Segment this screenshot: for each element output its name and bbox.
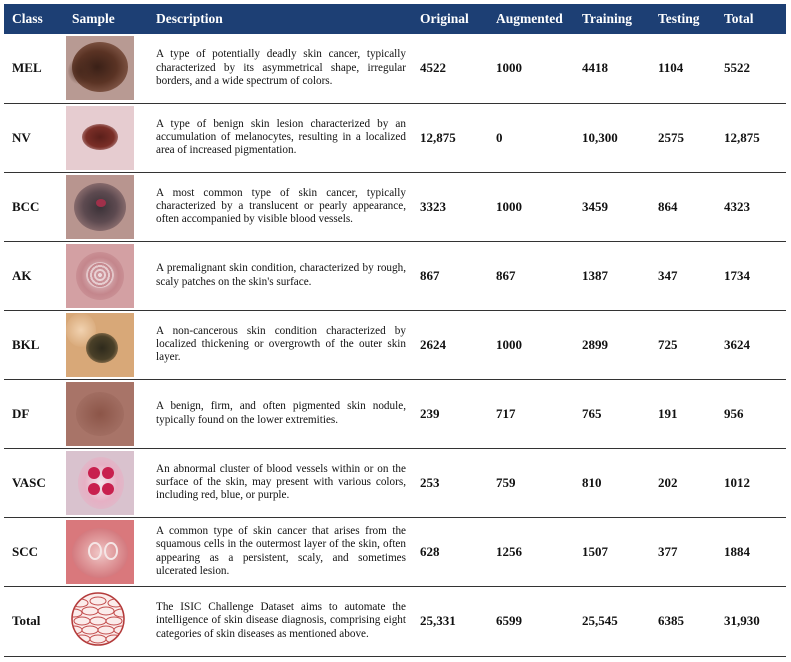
description-cell: A type of benign skin lesion characterized by an accumulation of melanocytes, resulting in a localized area of increased pigmentation. — [156, 117, 406, 157]
total-cell: 1734 — [724, 267, 750, 283]
sample-cell — [64, 517, 148, 586]
ak-sample-image — [66, 244, 134, 308]
testing-cell: 2575 — [658, 129, 684, 145]
mel-sample-image — [66, 36, 134, 100]
dataset-table — [4, 4, 786, 657]
class-cell: VASC — [12, 474, 46, 490]
description-cell: A most common type of skin cancer, typically characterized by a translucent or pearly appearance, often accompanied by visible blood vessels. — [156, 186, 406, 226]
total-cell: 1884 — [724, 543, 750, 559]
augmented-cell: 1256 — [496, 543, 522, 559]
table-row — [4, 379, 786, 448]
testing-cell: 377 — [658, 543, 678, 559]
description-cell: A type of potentially deadly skin cancer, typically characterized by its asymmetrical shape, irregular borders, and a wide spectrum of colors. — [156, 48, 406, 87]
header-testing: Testing — [658, 11, 700, 26]
original-cell: 628 — [420, 543, 440, 559]
original-cell: 867 — [420, 267, 440, 283]
header-description: Description — [156, 11, 223, 26]
df-sample-image — [66, 382, 134, 446]
class-cell: BCC — [12, 198, 40, 214]
class-cell: MEL — [12, 60, 42, 76]
description-cell: An abnormal cluster of blood vessels within or on the surface of the skin, may present with various colors, including red, blue, or purple. — [156, 462, 406, 502]
class-cell: SCC — [12, 543, 39, 559]
training-cell: 765 — [582, 405, 602, 421]
augmented-cell: 1000 — [496, 60, 522, 76]
training-cell: 10,300 — [582, 129, 618, 145]
original-cell: 239 — [420, 405, 440, 421]
total-cell: 12,875 — [724, 129, 760, 145]
original-cell: 2624 — [420, 336, 446, 352]
augmented-cell: 759 — [496, 474, 516, 490]
original-cell: 4522 — [420, 60, 446, 76]
sample-cell — [64, 310, 148, 379]
class-cell: NV — [12, 129, 31, 145]
class-cell: Total — [12, 613, 41, 628]
augmented-cell: 867 — [496, 267, 516, 283]
testing-cell: 1104 — [658, 60, 684, 76]
class-cell: DF — [12, 405, 30, 421]
training-cell: 3459 — [582, 198, 608, 214]
sample-cell — [64, 379, 148, 448]
sample-cell — [64, 34, 148, 103]
augmented-cell: 717 — [496, 405, 516, 421]
testing-cell: 202 — [658, 474, 678, 490]
header-training: Training — [582, 11, 633, 26]
augmented-cell: 0 — [496, 129, 503, 145]
header-augmented: Augmented — [496, 11, 563, 26]
table-row — [4, 172, 786, 241]
table-row — [4, 103, 786, 172]
total-cell: 1012 — [724, 474, 750, 490]
class-cell: BKL — [12, 336, 40, 352]
original-cell: 253 — [420, 474, 440, 490]
sample-cell — [64, 103, 148, 172]
description-cell: A premalignant skin condition, characterized by rough, scaly patches on the skin's surface. — [156, 262, 406, 288]
testing-cell: 725 — [658, 336, 678, 352]
augmented-cell: 1000 — [496, 198, 522, 214]
original-cell: 3323 — [420, 198, 446, 214]
original-cell: 12,875 — [420, 129, 456, 145]
sample-cell — [64, 448, 148, 517]
scc-sample-image — [66, 520, 134, 584]
total-cell: 5522 — [724, 60, 750, 76]
dataset-cells-icon — [64, 587, 132, 651]
total-cell: 4323 — [724, 198, 750, 214]
testing-cell: 6385 — [658, 613, 684, 628]
table-row — [4, 241, 786, 310]
total-row — [4, 586, 786, 656]
bkl-sample-image — [66, 313, 134, 377]
bcc-sample-image — [66, 175, 134, 239]
header-class: Class — [12, 11, 43, 26]
testing-cell: 191 — [658, 405, 678, 421]
total-cell: 3624 — [724, 336, 750, 352]
table-row — [4, 517, 786, 586]
sample-cell — [64, 586, 148, 656]
total-cell: 956 — [724, 405, 744, 421]
original-cell: 25,331 — [420, 613, 456, 628]
training-cell: 810 — [582, 474, 602, 490]
table-row — [4, 448, 786, 517]
total-cell: 31,930 — [724, 613, 760, 628]
header-original: Original — [420, 11, 469, 26]
training-cell: 1507 — [582, 543, 608, 559]
training-cell: 1387 — [582, 267, 608, 283]
augmented-cell: 1000 — [496, 336, 522, 352]
testing-cell: 347 — [658, 267, 678, 283]
header-total: Total — [724, 11, 754, 26]
sample-cell — [64, 172, 148, 241]
description-cell: A common type of skin cancer that arises from the squamous cells in the outermost layer of the skin, often appearing as a persistent, scaly, and sometimes ulcerated lesion. — [156, 525, 406, 577]
header-sample: Sample — [72, 11, 115, 26]
vasc-sample-image — [66, 451, 134, 515]
training-cell: 4418 — [582, 60, 608, 76]
description-cell: The ISIC Challenge Dataset aims to automate the intelligence of skin disease diagnosis, comprising eight categories of skin diseases as mentioned above. — [156, 601, 406, 640]
table-row — [4, 310, 786, 379]
training-cell: 2899 — [582, 336, 608, 352]
header-row — [4, 4, 786, 34]
training-cell: 25,545 — [582, 613, 618, 628]
augmented-cell: 6599 — [496, 613, 522, 628]
testing-cell: 864 — [658, 198, 678, 214]
class-cell: AK — [12, 267, 32, 283]
table-row — [4, 34, 786, 103]
sample-cell — [64, 241, 148, 310]
description-cell: A non-cancerous skin condition characterized by localized thickening or overgrowth of the outer skin layer. — [156, 324, 406, 364]
description-cell: A benign, firm, and often pigmented skin nodule, typically found on the lower extremities. — [156, 400, 406, 426]
nv-sample-image — [66, 106, 134, 170]
